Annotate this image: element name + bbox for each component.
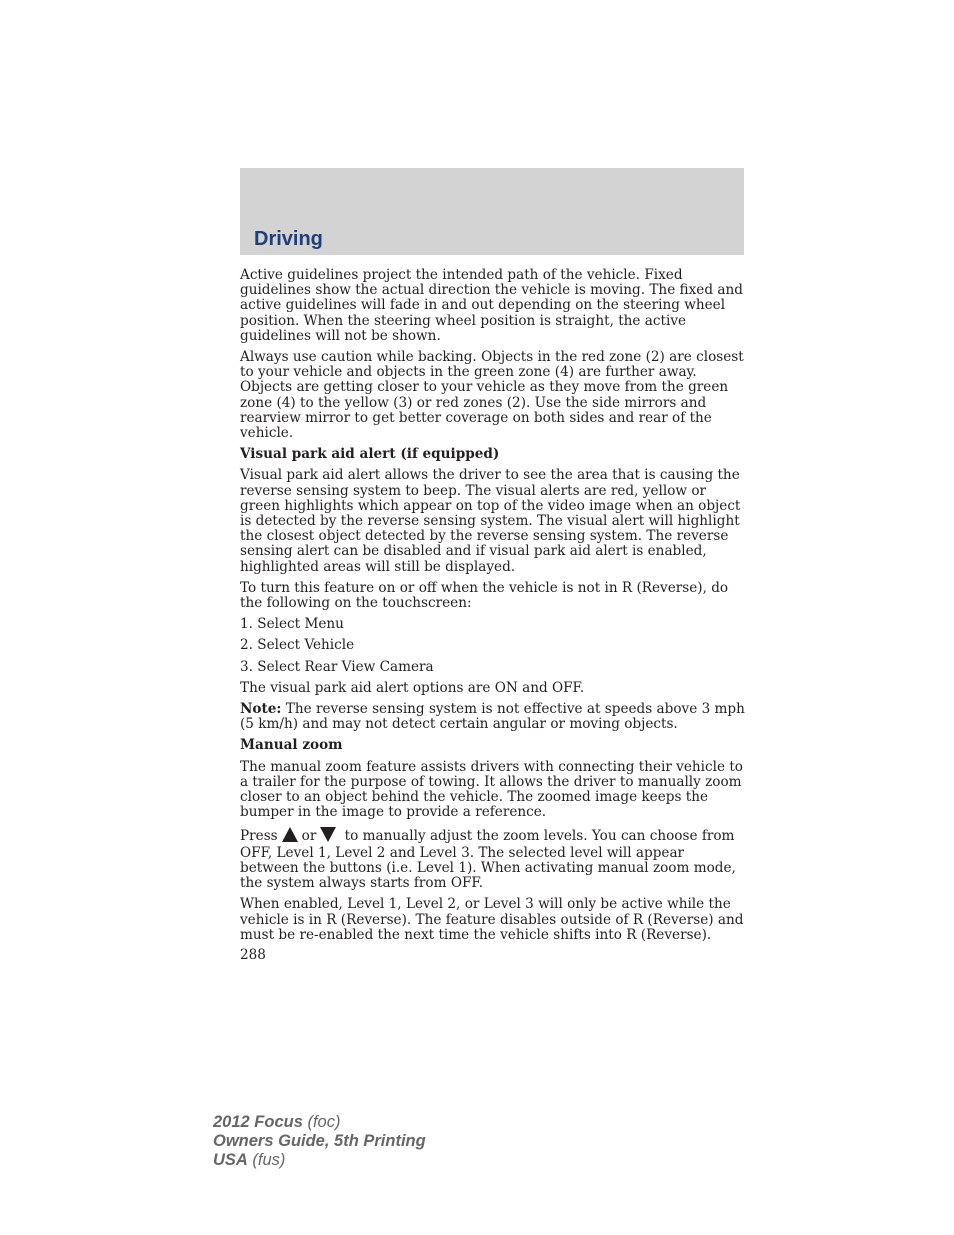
note-label: Note: [240, 701, 282, 718]
paragraph-zoom-active: When enabled, Level 1, Level 2, or Level 3 will only be active while the vehicle is in R (Reverse). The feature disables outside of R (Reverse) and must be re-enabled the next time the vehicle shifts into R (Reverse). [240, 896, 744, 943]
footer-market-name: USA [213, 1151, 248, 1169]
footer-line-market [213, 1151, 426, 1170]
section-title: Driving [254, 228, 323, 250]
heading-visual-park-aid: Visual park aid alert (if equipped) [240, 446, 500, 463]
footer-model-name: 2012 Focus [213, 1113, 303, 1131]
heading-manual-zoom: Manual zoom [240, 737, 343, 754]
paragraph-visual-park-aid: Visual park aid alert allows the driver to see the area that is causing the reverse sensing system to beep. The visual alerts are red, yellow or green highlights which appear on top of the video image when an object is detected by the reverse sensing system. The visual alert will highlight the closest object detected by the reverse sensing system. The reverse sensing alert can be disabled and if visual park aid alert is enabled, highlighted areas will still be displayed. [240, 467, 741, 575]
footer-guide-name: Owners Guide, 5th Printing [213, 1132, 426, 1150]
list-item-step-2: 2. Select Vehicle [240, 637, 355, 654]
paragraph-note [240, 702, 746, 732]
press-text: Press [240, 827, 278, 844]
footer-model-code: (foc) [302, 1113, 341, 1131]
triangle-down-icon [320, 827, 336, 846]
triangle-up-icon [282, 827, 298, 846]
document-footer [213, 1113, 426, 1170]
paragraph-manual-zoom: The manual zoom feature assists drivers with connecting their vehicle to a trailer for the purpose of towing. It allows the driver to manually zoom closer to an object behind the vehicle. The zoomed image keeps the bumper in the image to provide a reference. [240, 758, 743, 821]
page-content [240, 268, 746, 963]
section-header-band [240, 168, 744, 255]
footer-line-guide [213, 1132, 426, 1151]
paragraph-turn-feature: To turn this feature on or off when the vehicle is not in R (Reverse), do the following on the touchscreen: [240, 579, 729, 612]
zoom-instructions-text: to manually adjust the zoom levels. You can choose from OFF, Level 1, Level 2 and Level 3. The selected level will appear between the buttons (i.e. Level 1). When activating manual zoom mode, the system always starts from OFF. [240, 827, 736, 892]
or-text: or [301, 827, 317, 844]
list-item-step-1: 1. Select Menu [240, 616, 344, 633]
footer-market-code: (fus) [247, 1151, 286, 1169]
paragraph-caution-backing: Always use caution while backing. Objects in the red zone (2) are closest to your vehicle and objects in the green zone (4) are further away. Objects are getting closer to your vehicle as they move from the green zone (4) to the yellow (3) or red zones (2). Use the side mirrors and rearview mirror to get better coverage on both sides and rear of the vehicle. [240, 349, 744, 442]
page-number: 288 [240, 946, 266, 963]
list-item-step-3: 3. Select Rear View Camera [240, 658, 434, 675]
paragraph-active-guidelines: Active guidelines project the intended path of the vehicle. Fixed guidelines show the actual direction the vehicle is moving. The fixed and active guidelines will fade in and out depending on the steering wheel position. When the steering wheel position is straight, the active guidelines will not be shown. [240, 267, 743, 344]
note-text: The reverse sensing system is not effective at speeds above 3 mph (5 km/h) and may not detect certain angular or moving objects. [240, 701, 745, 733]
paragraph-zoom-controls [240, 827, 746, 892]
footer-line-model [213, 1113, 426, 1132]
paragraph-alert-options: The visual park aid alert options are ON and OFF. [240, 679, 585, 696]
